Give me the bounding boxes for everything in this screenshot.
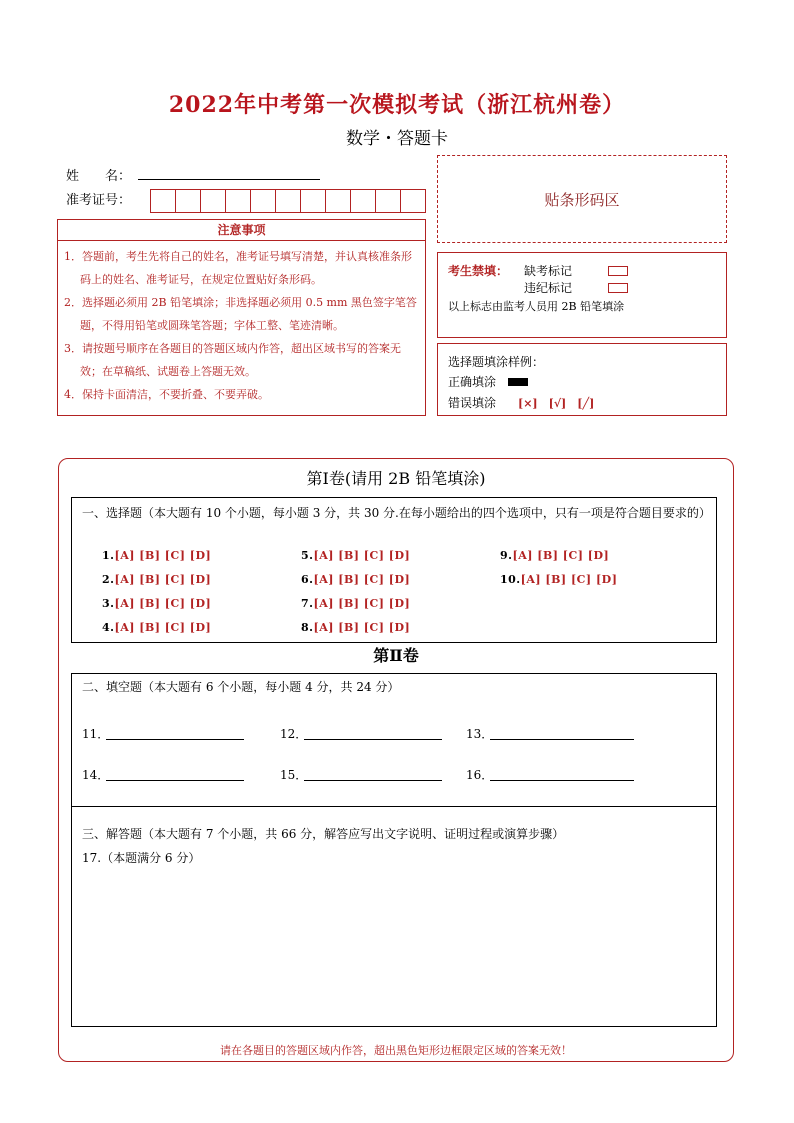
answer-blank[interactable] xyxy=(106,779,244,781)
absent-mark-box[interactable] xyxy=(608,266,628,276)
id-digit-box[interactable] xyxy=(176,190,201,212)
choice-description: 一、选择题（本大题有 10 个小题，每小题 3 分，共 30 分.在每小题给出的四个选项中，只有一项是符合题目要求的） xyxy=(82,506,711,520)
choice-row[interactable] xyxy=(102,573,211,586)
notice-item: 4．保持卡面清洁，不要折叠、不要弄破。 xyxy=(64,388,269,401)
question-number: 7. xyxy=(301,597,314,610)
blank-number: 14． xyxy=(82,768,110,782)
name-field[interactable] xyxy=(138,178,320,180)
blank-number: 11． xyxy=(82,727,110,741)
id-digit-box[interactable] xyxy=(251,190,276,212)
blank-number: 13． xyxy=(466,727,494,741)
barcode-area xyxy=(437,155,727,243)
sample-heading: 选择题填涂样例： xyxy=(448,355,545,369)
question-number: 2. xyxy=(102,573,115,586)
choice-row[interactable] xyxy=(301,573,410,586)
answer-blank[interactable] xyxy=(304,779,442,781)
id-digit-box[interactable] xyxy=(376,190,401,212)
sample-box xyxy=(437,343,727,416)
answer-options[interactable]: [A] [B] [C] [D] xyxy=(313,597,411,610)
id-digit-box[interactable] xyxy=(401,190,425,212)
answer-blank[interactable] xyxy=(490,738,634,740)
choice-row[interactable] xyxy=(102,549,211,562)
question-number: 9. xyxy=(500,549,513,562)
question-number: 3. xyxy=(102,597,115,610)
answer-blank[interactable] xyxy=(490,779,634,781)
answer-options[interactable]: [A] [B] [C] [D] xyxy=(313,573,411,586)
answer-options[interactable]: [A] [B] [C] [D] xyxy=(512,549,610,562)
part1-title: 第Ⅰ卷(请用 2B 铅笔填涂) xyxy=(306,469,486,488)
answer-options[interactable]: [A] [B] [C] [D] xyxy=(520,573,618,586)
blank-number: 16． xyxy=(466,768,494,782)
id-digit-box[interactable] xyxy=(201,190,226,212)
solve-description: 三、解答题（本大题有 7 个小题，共 66 分，解答应写出文字说明、证明过程或演算步骤） xyxy=(82,827,565,841)
choice-row[interactable] xyxy=(301,549,410,562)
id-label: 准考证号： xyxy=(66,193,132,208)
choice-row[interactable] xyxy=(500,573,617,586)
id-digit-box[interactable] xyxy=(351,190,376,212)
page-title: 2022年中考第一次模拟考试（浙江杭州卷） xyxy=(168,92,626,118)
choice-row[interactable] xyxy=(301,621,410,634)
correct-label: 正确填涂 xyxy=(448,375,497,389)
forbid-note: 以上标志由监考人员用 2B 铅笔填涂 xyxy=(448,300,625,313)
notice-item: 3．请按题号顺序在各题目的答题区域内作答，超出区域书写的答案无效；在草稿纸、试题卷上答题无效。 xyxy=(64,342,401,378)
id-digit-box[interactable] xyxy=(301,190,326,212)
notice-heading: 注意事项 xyxy=(57,219,426,241)
answer-blank[interactable] xyxy=(304,738,442,740)
violation-mark-box[interactable] xyxy=(608,283,628,293)
choice-row[interactable] xyxy=(102,621,211,634)
answer-options[interactable]: [A] [B] [C] [D] xyxy=(114,597,212,610)
question-17-label: 17.（本题满分 6 分） xyxy=(82,851,201,865)
forbid-box xyxy=(437,252,727,338)
answer-options[interactable]: [A] [B] [C] [D] xyxy=(313,621,411,634)
question-number: 4. xyxy=(102,621,115,634)
answer-options[interactable]: [A] [B] [C] [D] xyxy=(313,549,411,562)
question-number: 10. xyxy=(500,573,521,586)
part2-title: 第Ⅱ卷 xyxy=(373,646,419,665)
barcode-label: 贴条形码区 xyxy=(544,190,620,209)
wrong-marks: [×] [√] [╱] xyxy=(518,397,595,410)
id-digit-box[interactable] xyxy=(151,190,176,212)
question-number: 5. xyxy=(301,549,314,562)
notice-item: 1．答题前，考生先将自己的姓名，准考证号填写清楚，并认真核准条形码上的姓名、准考证号，在规定位置贴好条形码。 xyxy=(64,250,412,286)
forbid-label: 考生禁填： xyxy=(448,264,509,278)
name-label: 姓 名： xyxy=(66,169,132,184)
id-digit-box[interactable] xyxy=(276,190,301,212)
footer-warning: 请在各题目的答题区域内作答，超出黑色矩形边框限定区域的答案无效！ xyxy=(220,1044,572,1057)
question-number: 6. xyxy=(301,573,314,586)
question-number: 8. xyxy=(301,621,314,634)
notice-list xyxy=(57,241,426,416)
id-digit-box[interactable] xyxy=(326,190,351,212)
blank-number: 15． xyxy=(280,768,308,782)
answer-blank[interactable] xyxy=(106,738,244,740)
choice-row[interactable] xyxy=(301,597,410,610)
absent-label: 缺考标记 xyxy=(524,264,573,278)
id-number-boxes[interactable] xyxy=(150,189,426,213)
violation-label: 违纪标记 xyxy=(524,281,573,295)
filled-mark-sample xyxy=(508,378,528,386)
fill-description: 二、填空题（本大题有 6 个小题，每小题 4 分，共 24 分） xyxy=(82,680,400,694)
wrong-label: 错误填涂 xyxy=(448,396,497,410)
choice-row[interactable] xyxy=(102,597,211,610)
id-digit-box[interactable] xyxy=(226,190,251,212)
choice-row[interactable] xyxy=(500,549,609,562)
notice-item: 2．选择题必须用 2B 铅笔填涂；非选择题必须用 0.5 mm 黑色签字笔答题，不得用铅笔或圆珠笔答题；字体工整、笔迹清晰。 xyxy=(64,296,417,332)
blank-number: 12． xyxy=(280,727,308,741)
page-subtitle: 数学・答题卡 xyxy=(346,129,448,149)
answer-options[interactable]: [A] [B] [C] [D] xyxy=(114,573,212,586)
question-number: 1. xyxy=(102,549,115,562)
answer-options[interactable]: [A] [B] [C] [D] xyxy=(114,549,212,562)
answer-options[interactable]: [A] [B] [C] [D] xyxy=(114,621,212,634)
